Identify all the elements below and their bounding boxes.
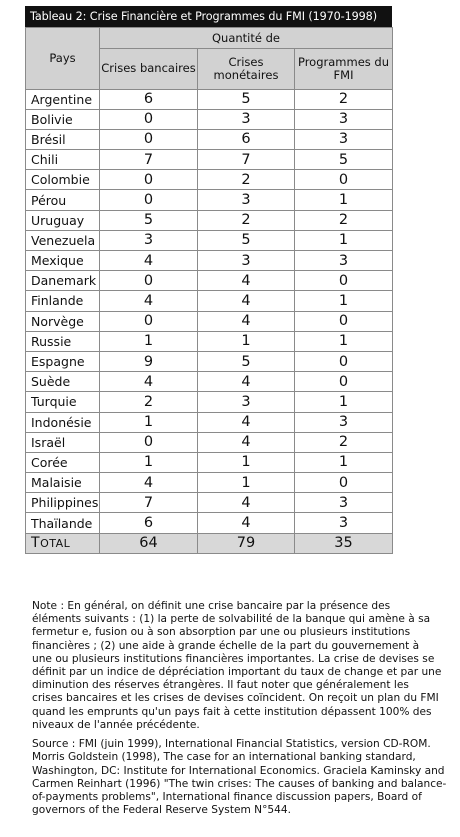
table-row [26, 210, 393, 230]
programmes-cell: 2 [295, 210, 393, 230]
monetaires-cell: 4 [198, 271, 295, 291]
programmes-cell: 1 [295, 190, 393, 210]
country-cell: Bolivie [26, 109, 100, 129]
monetaires-cell: 3 [198, 109, 295, 129]
monetaires-cell: 7 [198, 150, 295, 170]
monetaires-cell: 6 [198, 129, 295, 149]
programmes-cell: 0 [295, 473, 393, 493]
monetaires-cell: 3 [198, 190, 295, 210]
country-cell: Malaisie [26, 473, 100, 493]
bancaires-cell: 4 [100, 291, 198, 311]
crisis-table [25, 27, 393, 554]
country-cell: Espagne [26, 351, 100, 371]
table-row [26, 412, 393, 432]
bancaires-cell: 0 [100, 311, 198, 331]
bancaires-cell: 1 [100, 331, 198, 351]
country-cell: Finlande [26, 291, 100, 311]
table-row [26, 513, 393, 533]
total-label-rest: OTAL [40, 537, 71, 551]
total-label [26, 533, 100, 553]
header-row-columns [26, 49, 393, 90]
country-cell: Norvège [26, 311, 100, 331]
country-cell: Russie [26, 331, 100, 351]
programmes-cell: 0 [295, 351, 393, 371]
col-header-programmes: Programmes du FMI [295, 49, 393, 90]
table-row [26, 150, 393, 170]
pays-header-spacer [26, 28, 100, 49]
table-row [26, 473, 393, 493]
programmes-cell: 3 [295, 412, 393, 432]
monetaires-cell: 1 [198, 452, 295, 472]
monetaires-cell: 3 [198, 251, 295, 271]
country-cell: Danemark [26, 271, 100, 291]
total-bancaires: 64 [100, 533, 198, 553]
bancaires-cell: 0 [100, 170, 198, 190]
bancaires-cell: 2 [100, 392, 198, 412]
bancaires-cell: 0 [100, 432, 198, 452]
country-cell: Philippines [26, 493, 100, 513]
country-cell: Suède [26, 372, 100, 392]
monetaires-cell: 5 [198, 89, 295, 109]
table-row [26, 432, 393, 452]
monetaires-cell: 4 [198, 493, 295, 513]
table-row [26, 392, 393, 412]
table-row [26, 109, 393, 129]
table-row [26, 230, 393, 250]
bancaires-cell: 1 [100, 412, 198, 432]
table-row [26, 251, 393, 271]
table-row [26, 291, 393, 311]
monetaires-cell: 1 [198, 331, 295, 351]
monetaires-cell: 3 [198, 392, 295, 412]
monetaires-cell: 5 [198, 230, 295, 250]
table-row [26, 372, 393, 392]
country-cell: Thaïlande [26, 513, 100, 533]
table-row [26, 190, 393, 210]
country-cell: Brésil [26, 129, 100, 149]
monetaires-cell: 4 [198, 432, 295, 452]
country-cell: Chili [26, 150, 100, 170]
bancaires-cell: 0 [100, 129, 198, 149]
col-header-pays: Pays [26, 49, 100, 90]
monetaires-cell: 4 [198, 412, 295, 432]
monetaires-cell: 1 [198, 473, 295, 493]
bancaires-cell: 4 [100, 372, 198, 392]
table-title: Tableau 2: Crise Financière et Programmes du FMI (1970-1998) [25, 6, 392, 27]
bancaires-cell: 3 [100, 230, 198, 250]
programmes-cell: 0 [295, 311, 393, 331]
bancaires-cell: 0 [100, 190, 198, 210]
programmes-cell: 0 [295, 372, 393, 392]
bancaires-cell: 6 [100, 89, 198, 109]
table-row [26, 89, 393, 109]
monetaires-cell: 2 [198, 170, 295, 190]
country-cell: Corée [26, 452, 100, 472]
programmes-cell: 3 [295, 513, 393, 533]
programmes-cell: 1 [295, 230, 393, 250]
total-programmes: 35 [295, 533, 393, 553]
programmes-cell: 3 [295, 251, 393, 271]
programmes-cell: 1 [295, 291, 393, 311]
country-cell: Venezuela [26, 230, 100, 250]
table-row [26, 452, 393, 472]
country-cell: Israël [26, 432, 100, 452]
programmes-cell: 1 [295, 452, 393, 472]
programmes-cell: 3 [295, 129, 393, 149]
bancaires-cell: 4 [100, 473, 198, 493]
monetaires-cell: 4 [198, 311, 295, 331]
table-row [26, 129, 393, 149]
total-row [26, 533, 393, 553]
bancaires-cell: 9 [100, 351, 198, 371]
table-row [26, 493, 393, 513]
programmes-cell: 0 [295, 170, 393, 190]
table-row [26, 331, 393, 351]
country-cell: Pérou [26, 190, 100, 210]
programmes-cell: 1 [295, 392, 393, 412]
bancaires-cell: 5 [100, 210, 198, 230]
col-header-crises-bancaires: Crises bancaires [100, 49, 198, 90]
monetaires-cell: 4 [198, 291, 295, 311]
country-cell: Argentine [26, 89, 100, 109]
bancaires-cell: 4 [100, 251, 198, 271]
country-cell: Turquie [26, 392, 100, 412]
programmes-cell: 5 [295, 150, 393, 170]
total-monetaires: 79 [198, 533, 295, 553]
financial-crisis-table-figure [25, 6, 392, 554]
country-cell: Indonésie [26, 412, 100, 432]
bancaires-cell: 0 [100, 109, 198, 129]
table-row [26, 351, 393, 371]
country-cell: Colombie [26, 170, 100, 190]
programmes-cell: 2 [295, 432, 393, 452]
bancaires-cell: 7 [100, 150, 198, 170]
table-note: Note : En général, on définit une crise bancaire par la présence des éléments suivants : (1) la perte de solvabilité de la banque qui amène à sa fermetur e, fusion ou à son absorption par une ou plusieurs institutions financières ; (2) une aide à grande échelle de la part du gouvernement à une ou plusieurs institutions financières importantes. La crise de devises se définit par un indice de dépréciation important du taux de change et par une diminution des réserves étrangères. Il faut noter que généralement les crises bancaires et les crises de devises coïncident. On reçoit un plan du FMI quand les emprunts qu'un pays fait à cette institution dépassent 100% des niveaux de l'année précédente. [32, 600, 442, 731]
bancaires-cell: 1 [100, 452, 198, 472]
programmes-cell: 3 [295, 109, 393, 129]
table-row [26, 170, 393, 190]
group-header: Quantité de [100, 28, 393, 49]
table-source: Source : FMI (juin 1999), International Financial Statistics, version CD-ROM. Morris Goldstein (1998), The case for an international banking standard, Washington, DC: Institute for International Economics. Graciela Kaminsky and Carmen Reinhart (1996) "The twin crises: The causes of banking and balance-of-payments problems", International finance discussion papers, Board of governors of the Federal Reserve System N°544. [32, 738, 447, 817]
bancaires-cell: 0 [100, 271, 198, 291]
table-row [26, 271, 393, 291]
country-cell: Mexique [26, 251, 100, 271]
bancaires-cell: 7 [100, 493, 198, 513]
monetaires-cell: 2 [198, 210, 295, 230]
col-header-crises-monetaires: Crises monétaires [198, 49, 295, 90]
monetaires-cell: 5 [198, 351, 295, 371]
bancaires-cell: 6 [100, 513, 198, 533]
monetaires-cell: 4 [198, 513, 295, 533]
programmes-cell: 3 [295, 493, 393, 513]
header-row-group [26, 28, 393, 49]
programmes-cell: 1 [295, 331, 393, 351]
country-cell: Uruguay [26, 210, 100, 230]
table-row [26, 311, 393, 331]
programmes-cell: 0 [295, 271, 393, 291]
programmes-cell: 2 [295, 89, 393, 109]
monetaires-cell: 4 [198, 372, 295, 392]
total-label-initial: T [31, 535, 41, 552]
